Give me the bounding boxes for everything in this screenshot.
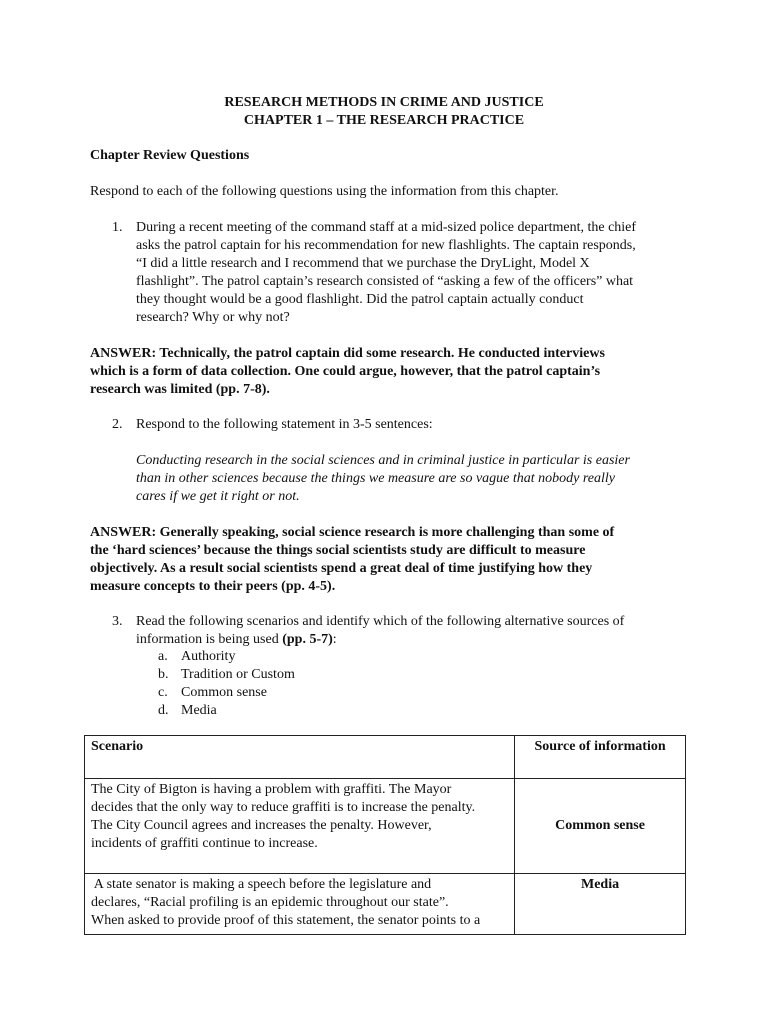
document-title-line1: RESEARCH METHODS IN CRIME AND JUSTICE <box>224 95 544 110</box>
option-media: Media <box>181 703 217 718</box>
scenario-line: decides that the only way to reduce graffiti is to increase the penalty. <box>91 800 476 815</box>
question-1-line: “I did a little research and I recommend that we purchase the DryLight, Model X <box>136 256 590 271</box>
table-row <box>85 779 686 874</box>
table-header-row <box>85 736 686 779</box>
question-1-line: research? Why or why not? <box>136 310 290 325</box>
option-authority: Authority <box>181 649 236 664</box>
question-1-number: 1. <box>112 220 123 235</box>
header-scenario: Scenario <box>85 736 515 779</box>
question-3-colon: : <box>332 632 337 647</box>
question-1-line: asks the patrol captain for his recommendation for new flashlights. The captain responds, <box>136 238 636 253</box>
source-cell: Media <box>515 874 686 935</box>
question-2-text: Respond to the following statement in 3-5 sentences: <box>136 417 433 432</box>
question-3-number: 3. <box>112 614 123 629</box>
option-letter: a. <box>158 649 168 664</box>
option-letter: b. <box>158 667 169 682</box>
question-1-line: During a recent meeting of the command staff at a mid-sized police department, the chief <box>136 220 637 235</box>
section-title: Chapter Review Questions <box>90 148 250 163</box>
scenario-table <box>84 735 686 935</box>
question-3-line <box>136 631 696 649</box>
question-3-page-ref: (pp. 5-7) <box>282 632 333 647</box>
question-2-number: 2. <box>112 417 123 432</box>
scenario-line: A state senator is making a speech before the legislature and <box>91 877 432 892</box>
question-3-line2-text: information is being used <box>136 632 283 647</box>
question-1-line: flashlight”. The patrol captain’s research consisted of “asking a few of the officers” what <box>136 274 634 289</box>
option-letter: d. <box>158 703 169 718</box>
answer-1-line: ANSWER: Technically, the patrol captain did some research. He conducted interviews <box>90 346 605 361</box>
scenario-line: declares, “Racial profiling is an epidemic throughout our state”. <box>91 895 449 910</box>
header-source: Source of information <box>515 736 686 779</box>
question-2-quote-line: Conducting research in the social sciences and in criminal justice in particular is easier <box>136 453 630 468</box>
answer-2-line: measure concepts to their peers (pp. 4-5). <box>90 579 336 594</box>
scenario-cell <box>85 874 515 935</box>
scenario-line: The City Council agrees and increases the penalty. However, <box>91 818 432 833</box>
option-tradition: Tradition or Custom <box>181 667 295 682</box>
scenario-cell <box>85 779 515 874</box>
question-3-line: Read the following scenarios and identify which of the following alternative sources of <box>136 614 625 629</box>
answer-1-line: which is a form of data collection. One could argue, however, that the patrol captain’s <box>90 364 601 379</box>
scenario-line: incidents of graffiti continue to increase. <box>91 836 318 851</box>
question-1-line: they thought would be a good flashlight. Did the patrol captain actually conduct <box>136 292 584 307</box>
answer-2-line: ANSWER: Generally speaking, social science research is more challenging than some of <box>90 525 615 540</box>
answer-2-line: the ‘hard sciences’ because the things social scientists study are difficult to measure <box>90 543 586 558</box>
question-2-quote-line: than in other sciences because the things we measure are so vague that nobody really <box>136 471 616 486</box>
question-2-quote-line: cares if we get it right or not. <box>136 489 300 504</box>
answer-1-line: research was limited (pp. 7-8). <box>90 382 270 397</box>
scenario-line: When asked to provide proof of this statement, the senator points to a <box>91 913 481 928</box>
source-cell: Common sense <box>515 779 686 874</box>
option-common-sense: Common sense <box>181 685 267 700</box>
option-letter: c. <box>158 685 168 700</box>
table-row <box>85 874 686 935</box>
intro-text: Respond to each of the following questions using the information from this chapter. <box>90 184 559 199</box>
scenario-line: The City of Bigton is having a problem with graffiti. The Mayor <box>91 782 452 797</box>
answer-2-line: objectively. As a result social scientists spend a great deal of time justifying how they <box>90 561 593 576</box>
document-title-line2: CHAPTER 1 – THE RESEARCH PRACTICE <box>243 113 525 128</box>
